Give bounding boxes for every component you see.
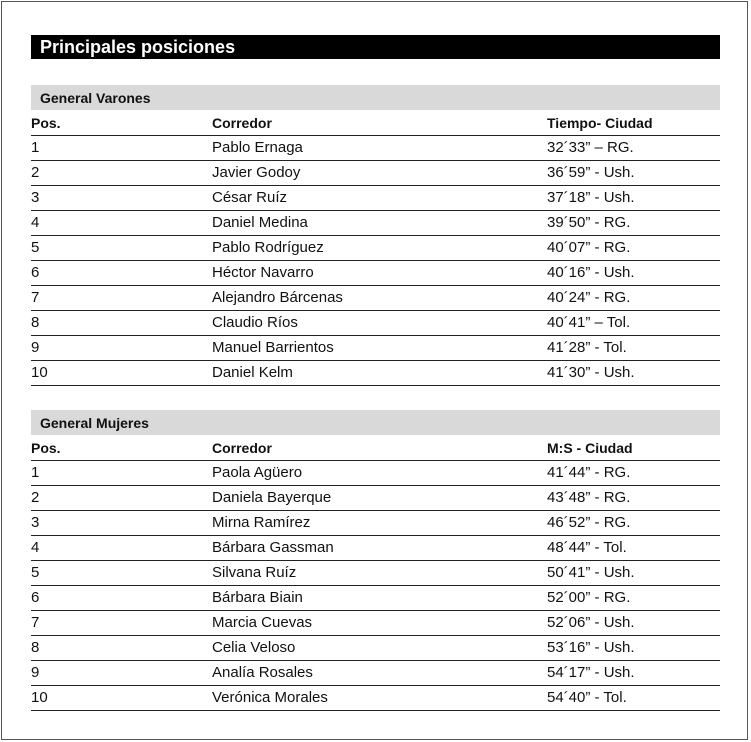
- table-row: [31, 686, 720, 711]
- cell-pos: 6: [31, 589, 40, 606]
- table-row: [31, 136, 720, 161]
- table-header-row: [31, 435, 720, 461]
- table-row: [31, 261, 720, 286]
- cell-pos: 2: [31, 164, 40, 181]
- table-row: [31, 536, 720, 561]
- section-general-mujeres: [31, 410, 720, 711]
- cell-pos: 8: [31, 639, 40, 656]
- column-header-corredor: Corredor: [212, 440, 272, 456]
- table-header-row: [31, 110, 720, 136]
- cell-tiempo: 41´30” - Ush.: [547, 364, 635, 381]
- cell-corredor: Silvana Ruíz: [212, 564, 297, 581]
- table-row: [31, 586, 720, 611]
- cell-corredor: Javier Godoy: [212, 164, 301, 181]
- cell-tiempo: 46´52” - RG.: [547, 514, 631, 531]
- cell-pos: 3: [31, 514, 40, 531]
- cell-corredor: Paola Agüero: [212, 464, 303, 481]
- table-row: [31, 511, 720, 536]
- table-row: [31, 461, 720, 486]
- cell-tiempo: 39´50” - RG.: [547, 214, 631, 231]
- table-row: [31, 636, 720, 661]
- table-row: [31, 186, 720, 211]
- cell-tiempo: 52´06” - Ush.: [547, 614, 635, 631]
- section-general-varones: [31, 85, 720, 386]
- section-heading: General Mujeres: [31, 410, 720, 435]
- cell-tiempo: 40´16” - Ush.: [547, 264, 635, 281]
- column-header-tiempo: M:S - Ciudad: [547, 440, 633, 456]
- cell-pos: 9: [31, 339, 40, 356]
- cell-pos: 9: [31, 664, 40, 681]
- cell-pos: 3: [31, 189, 40, 206]
- table-row: [31, 611, 720, 636]
- cell-tiempo: 41´28” - Tol.: [547, 339, 627, 356]
- cell-corredor: Alejandro Bárcenas: [212, 289, 343, 306]
- column-header-corredor: Corredor: [212, 115, 272, 131]
- cell-pos: 8: [31, 314, 40, 331]
- cell-corredor: Mirna Ramírez: [212, 514, 311, 531]
- cell-tiempo: 37´18” - Ush.: [547, 189, 635, 206]
- cell-tiempo: 50´41” - Ush.: [547, 564, 635, 581]
- table-row: [31, 486, 720, 511]
- cell-tiempo: 48´44” - Tol.: [547, 539, 627, 556]
- table-row: [31, 336, 720, 361]
- cell-tiempo: 54´17” - Ush.: [547, 664, 635, 681]
- cell-pos: 5: [31, 239, 40, 256]
- cell-tiempo: 40´07” - RG.: [547, 239, 631, 256]
- cell-pos: 2: [31, 489, 40, 506]
- cell-pos: 5: [31, 564, 40, 581]
- cell-tiempo: 40´41” – Tol.: [547, 314, 631, 331]
- table-row: [31, 211, 720, 236]
- column-header-pos: Pos.: [31, 115, 61, 131]
- cell-corredor: Bárbara Biain: [212, 589, 303, 606]
- table-row: [31, 561, 720, 586]
- cell-tiempo: 54´40” - Tol.: [547, 689, 627, 706]
- cell-corredor: Pablo Rodríguez: [212, 239, 324, 256]
- cell-corredor: Marcia Cuevas: [212, 614, 313, 631]
- table-row: [31, 236, 720, 261]
- section-heading: General Varones: [31, 85, 720, 110]
- cell-corredor: Daniel Kelm: [212, 364, 293, 381]
- table-row: [31, 361, 720, 386]
- cell-pos: 6: [31, 264, 40, 281]
- cell-corredor: Analía Rosales: [212, 664, 313, 681]
- cell-pos: 1: [31, 139, 40, 156]
- table-row: [31, 661, 720, 686]
- cell-pos: 10: [31, 364, 48, 381]
- cell-corredor: Manuel Barrientos: [212, 339, 334, 356]
- cell-pos: 4: [31, 539, 40, 556]
- cell-corredor: Daniel Medina: [212, 214, 308, 231]
- cell-pos: 7: [31, 289, 40, 306]
- cell-tiempo: 40´24” - RG.: [547, 289, 631, 306]
- cell-tiempo: 32´33” – RG.: [547, 139, 634, 156]
- cell-pos: 4: [31, 214, 40, 231]
- cell-corredor: Verónica Morales: [212, 689, 328, 706]
- cell-corredor: Bárbara Gassman: [212, 539, 334, 556]
- page-title: Principales posiciones: [31, 35, 720, 59]
- cell-tiempo: 36´59” - Ush.: [547, 164, 635, 181]
- cell-corredor: Claudio Ríos: [212, 314, 298, 331]
- cell-corredor: Celia Veloso: [212, 639, 296, 656]
- cell-corredor: Héctor Navarro: [212, 264, 314, 281]
- column-header-pos: Pos.: [31, 440, 61, 456]
- cell-tiempo: 43´48” - RG.: [547, 489, 631, 506]
- cell-corredor: Pablo Ernaga: [212, 139, 303, 156]
- table-row: [31, 311, 720, 336]
- cell-pos: 1: [31, 464, 40, 481]
- cell-tiempo: 53´16” - Ush.: [547, 639, 635, 656]
- table-row: [31, 161, 720, 186]
- cell-pos: 10: [31, 689, 48, 706]
- table-row: [31, 286, 720, 311]
- column-header-tiempo: Tiempo- Ciudad: [547, 115, 653, 131]
- cell-pos: 7: [31, 614, 40, 631]
- cell-tiempo: 52´00” - RG.: [547, 589, 631, 606]
- cell-corredor: César Ruíz: [212, 189, 288, 206]
- cell-corredor: Daniela Bayerque: [212, 489, 332, 506]
- cell-tiempo: 41´44” - RG.: [547, 464, 631, 481]
